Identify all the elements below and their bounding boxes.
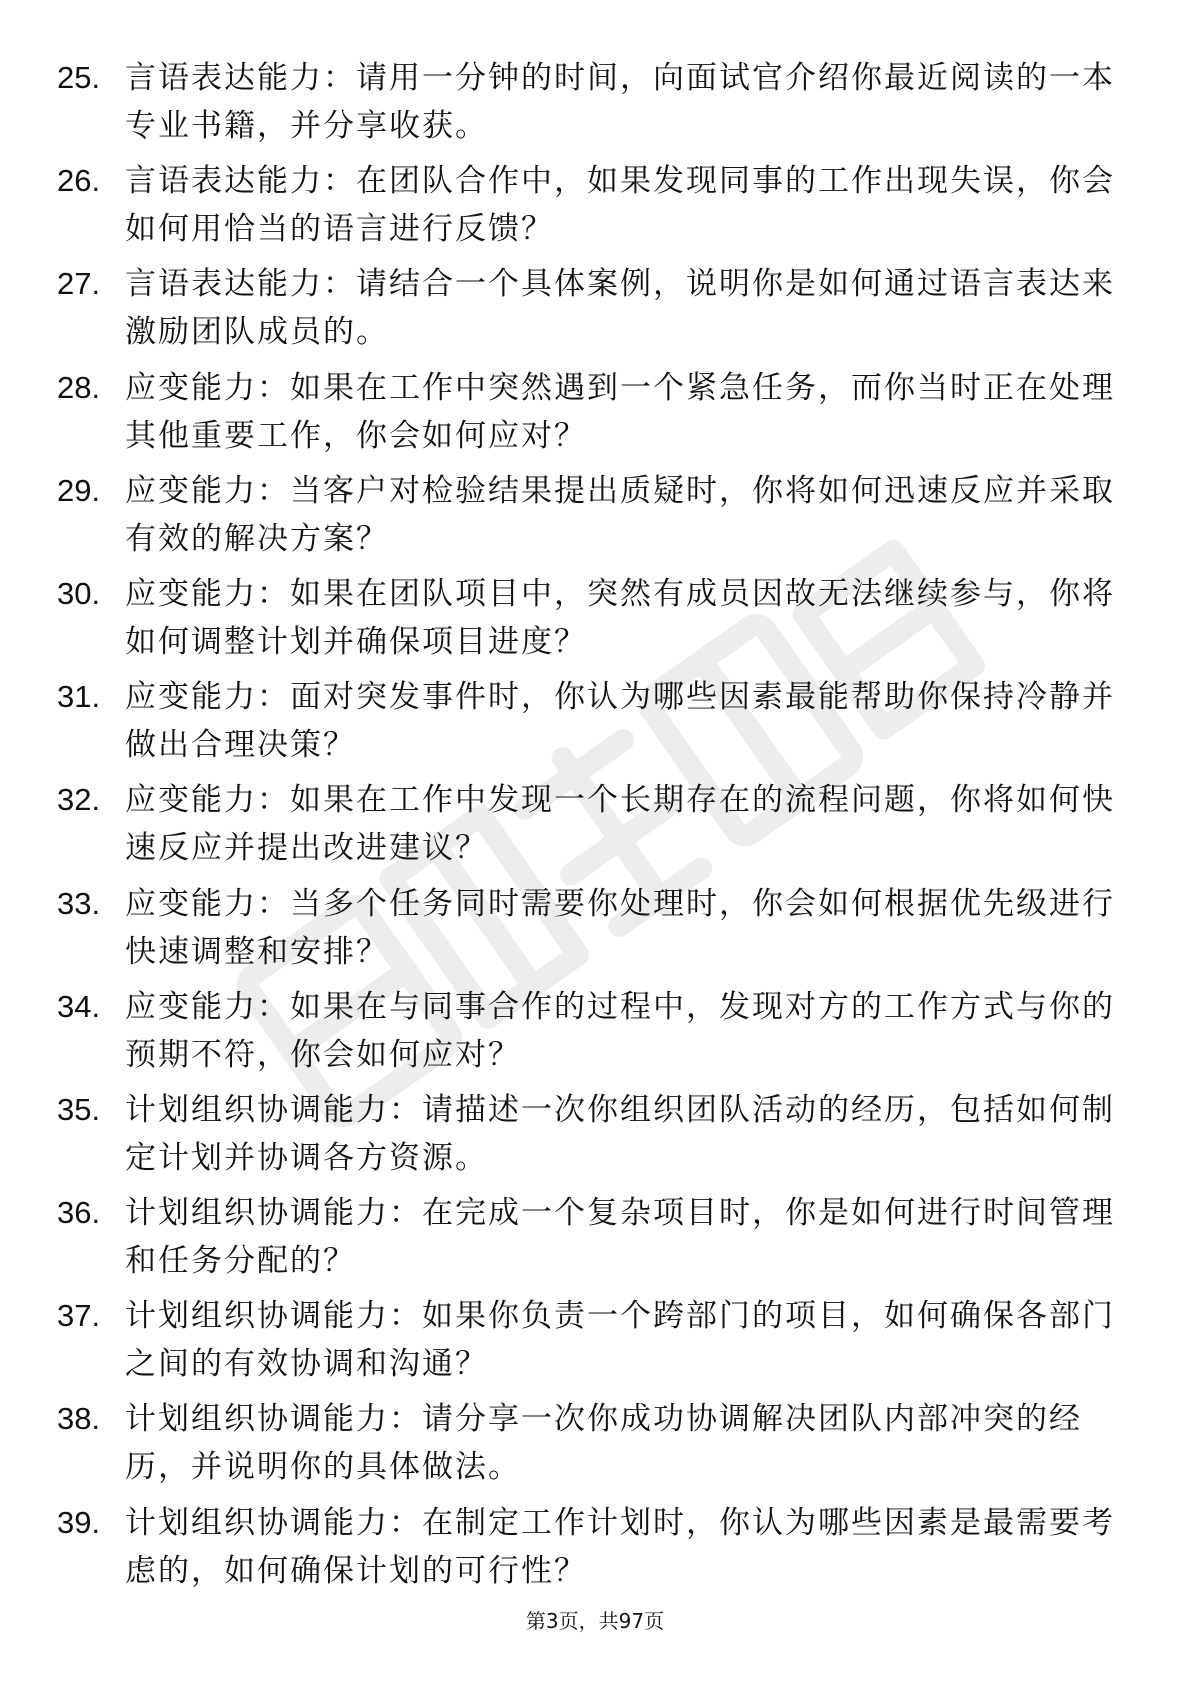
question-number: 35. [57,1091,101,1127]
question-number: 25. [57,60,101,95]
question-text: 应变能力：如果在与同事合作的过程中，发现对方的工作方式与你的预期不符，你会如何应对？ [125,988,1115,1073]
question-item [0,256,1190,359]
question-number: 36. [57,1195,101,1231]
question-text: 应变能力：当客户对检验结果提出质疑时，你将如何迅速反应并采取有效的解决方案？ [125,472,1115,557]
page-number: 第3页，共97页 [525,1609,665,1633]
question-item [0,669,1190,772]
question-item [0,1495,1190,1598]
question-number: 27. [57,266,101,302]
question-number: 39. [57,1504,101,1540]
question-number: 30. [57,575,101,611]
question-text: 计划组织协调能力：在完成一个复杂项目时，你是如何进行时间管理和任务分配的？ [125,1195,1115,1280]
question-text: 应变能力：如果在团队项目中，突然有成员因故无法继续参与，你将如何调整计划并确保项目进度？ [125,575,1115,660]
question-number: 37. [57,1298,101,1334]
question-item [0,153,1190,256]
question-item [0,1082,1190,1185]
question-number: 31. [57,679,101,715]
question-text: 言语表达能力：在团队合作中，如果发现同事的工作出现失误，你会如何用恰当的语言进行反馈？ [125,163,1115,248]
question-number: 28. [57,369,101,405]
question-item [0,979,1190,1082]
question-number: 38. [57,1401,101,1437]
question-item [0,1288,1190,1391]
question-item [0,50,1190,153]
question-number: 33. [57,885,101,921]
question-item [0,360,1190,463]
question-list [0,50,1190,1598]
question-text: 计划组织协调能力：在制定工作计划时，你认为哪些因素是最需要考虑的，如何确保计划的可行性？ [125,1504,1115,1589]
question-item [0,772,1190,875]
question-text: 计划组织协调能力：请描述一次你组织团队活动的经历，包括如何制定计划并协调各方资源。 [125,1091,1115,1176]
question-text: 应变能力：当多个任务同时需要你处理时，你会如何根据优先级进行快速调整和安排？ [125,885,1115,970]
question-number: 34. [57,988,101,1024]
question-text: 应变能力：如果在工作中发现一个长期存在的流程问题，你将如何快速反应并提出改进建议？ [125,782,1115,867]
question-text: 言语表达能力：请结合一个具体案例，说明你是如何通过语言表达来激励团队成员的。 [125,266,1115,351]
question-text: 应变能力：面对突发事件时，你认为哪些因素最能帮助你保持冷静并做出合理决策？ [125,679,1115,764]
question-item [0,876,1190,979]
question-number: 29. [57,472,101,508]
question-number: 26. [57,163,101,199]
question-item [0,1391,1190,1494]
question-text: 言语表达能力：请用一分钟的时间，向面试官介绍你最近阅读的一本专业书籍，并分享收获。 [125,60,1115,144]
question-text: 应变能力：如果在工作中突然遇到一个紧急任务，而你当时正在处理其他重要工作，你会如何应对？ [125,369,1115,454]
question-text: 计划组织协调能力：请分享一次你成功协调解决团队内部冲突的经历，并说明你的具体做法。 [125,1401,1082,1486]
question-item [0,1185,1190,1288]
question-item [0,463,1190,566]
question-text: 计划组织协调能力：如果你负责一个跨部门的项目，如何确保各部门之间的有效协调和沟通？ [125,1298,1115,1383]
question-item [0,566,1190,669]
question-number: 32. [57,782,101,818]
